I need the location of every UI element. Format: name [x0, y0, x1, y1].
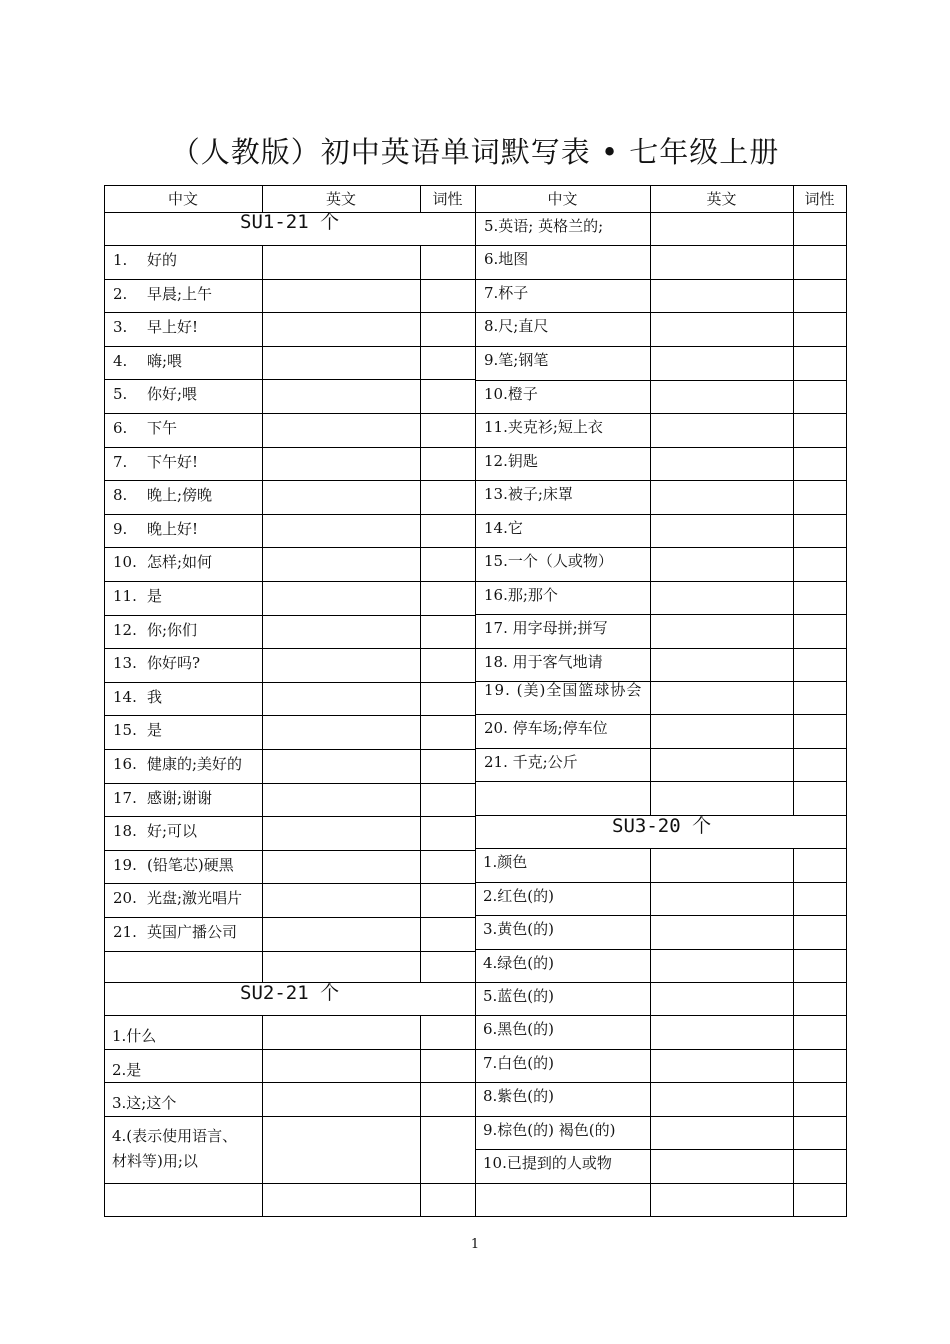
- word-row-chinese: 4.(表示使用语言、: [112, 1127, 238, 1145]
- table-rule: [262, 1015, 263, 1217]
- word-row-chinese: 11.夹克衫;短上衣: [484, 418, 603, 436]
- word-row-chinese: 18. 用于客气地请: [484, 653, 603, 671]
- table-rule: [475, 1183, 847, 1184]
- table-rule: [475, 714, 847, 715]
- item-number: 3.: [113, 318, 128, 336]
- table-rule: [650, 185, 651, 816]
- word-row-chinese: [113, 655, 200, 672]
- table-rule: [475, 245, 847, 246]
- table-rule: [793, 185, 794, 816]
- item-text: 感谢;谢谢: [147, 789, 213, 807]
- word-row-chinese: 6.地图: [484, 250, 529, 268]
- word-row-chinese: 15.一个（人或物）: [484, 552, 613, 570]
- item-text: 下午: [147, 419, 178, 437]
- word-row-chinese: 19. (美)全国篮球协会: [484, 681, 643, 699]
- word-row-chinese: 13.被子;床罩: [484, 485, 573, 503]
- item-number: 8.: [113, 486, 128, 504]
- section-label-su3: SU3-20 个: [612, 815, 712, 837]
- table-rule: [475, 848, 847, 849]
- column-header: 词性: [432, 190, 463, 208]
- table-rule: [420, 245, 421, 983]
- word-row-chinese: 2.红色(的): [483, 887, 555, 905]
- item-text: 健康的;美好的: [147, 755, 243, 773]
- item-text: 早上好!: [147, 318, 199, 336]
- table-rule: [475, 1082, 847, 1083]
- item-number: 12.: [113, 621, 137, 639]
- word-row-chinese: 21. 千克;公斤: [484, 753, 578, 771]
- item-number: 21.: [113, 923, 137, 941]
- item-text: 嗨;喂: [147, 352, 183, 370]
- item-number: 11.: [113, 587, 137, 605]
- word-row-chinese: [113, 386, 197, 403]
- table-rule: [475, 581, 847, 582]
- word-row-chinese: 5.英语; 英格兰的;: [484, 217, 604, 235]
- table-rule: [475, 915, 847, 916]
- table-rule: [475, 748, 847, 749]
- column-header: 中文: [167, 190, 198, 208]
- table-rule: [475, 185, 476, 1217]
- item-number: 9.: [113, 520, 128, 538]
- item-text: 我: [147, 688, 163, 706]
- item-text: 你;你们: [147, 621, 198, 639]
- column-header: 词性: [804, 190, 835, 208]
- table-rule: [475, 312, 847, 313]
- item-text: 早晨;上午: [147, 285, 213, 303]
- table-rule: [420, 949, 421, 983]
- word-row-chinese: [113, 319, 198, 336]
- table-rule: [475, 982, 847, 983]
- word-row-chinese: 16.那;那个: [484, 586, 558, 604]
- word-row-chinese: 5.蓝色(的): [483, 987, 555, 1005]
- word-row-chinese: 材料等)用;以: [112, 1152, 198, 1170]
- word-row-chinese: 12.钥匙: [484, 452, 538, 470]
- table-rule: [475, 1116, 847, 1117]
- word-row-chinese: [113, 286, 212, 303]
- table-rule: [846, 185, 847, 1217]
- item-number: 10.: [113, 553, 137, 571]
- word-row-chinese: [113, 890, 242, 907]
- column-header: 中文: [547, 190, 578, 208]
- item-number: 14.: [113, 688, 137, 706]
- page-number: 1: [470, 1237, 480, 1252]
- table-rule: [475, 514, 847, 515]
- table-rule: [420, 1015, 421, 1217]
- word-row-chinese: [113, 790, 212, 807]
- item-number: 15.: [113, 721, 137, 739]
- item-text: (铅笔芯)硬黑: [147, 856, 234, 874]
- item-number: 5.: [113, 385, 128, 403]
- table-rule: [475, 882, 847, 883]
- item-number: 4.: [113, 352, 128, 370]
- table-rule: [475, 346, 847, 347]
- item-number: 20.: [113, 889, 137, 907]
- word-row-chinese: [113, 554, 212, 571]
- item-number: 2.: [113, 285, 128, 303]
- word-row-chinese: [113, 454, 198, 471]
- item-number: 13.: [113, 654, 137, 672]
- word-row-chinese: 8.尺;直尺: [484, 317, 549, 335]
- word-row-chinese: 9.棕色(的) 褐色(的): [483, 1121, 616, 1139]
- word-row-chinese: 2.是: [112, 1061, 142, 1079]
- word-row-chinese: 1.什么: [112, 1027, 157, 1045]
- item-text: 英国广播公司: [147, 923, 238, 941]
- table-rule: [793, 848, 794, 1217]
- word-row-chinese: 3.黄色(的): [483, 920, 555, 938]
- item-text: 是: [147, 587, 163, 605]
- word-row-chinese: [113, 823, 197, 840]
- table-rule: [104, 185, 105, 1217]
- item-text: 晚上好!: [147, 520, 199, 538]
- word-row-chinese: [113, 622, 197, 639]
- table-rule: [475, 279, 847, 280]
- table-rule: [475, 447, 847, 448]
- table-rule: [475, 949, 847, 950]
- table-rule: [475, 1049, 847, 1050]
- table-rule: [650, 848, 651, 1217]
- word-row-chinese: [113, 756, 242, 773]
- word-row-chinese: 20. 停车场;停车位: [484, 719, 608, 737]
- item-number: 17.: [113, 789, 137, 807]
- word-row-chinese: 3.这;这个: [112, 1094, 177, 1112]
- word-row-chinese: [113, 722, 162, 739]
- word-row-chinese: 10.橙子: [484, 385, 538, 403]
- section-label-su1: SU1-21 个: [240, 211, 340, 233]
- table-rule: [475, 380, 847, 381]
- table-rule: [475, 480, 847, 481]
- table-rule: [475, 648, 847, 649]
- word-row-chinese: 4.绿色(的): [483, 954, 555, 972]
- item-number: 1.: [113, 251, 128, 269]
- item-number: 7.: [113, 453, 128, 471]
- word-row-chinese: 1.颜色: [483, 853, 528, 871]
- item-text: 好的: [147, 251, 178, 269]
- item-number: 16.: [113, 755, 137, 773]
- word-row-chinese: [113, 487, 212, 504]
- section-label-su2: SU2-21 个: [240, 982, 340, 1004]
- item-text: 光盘;激光唱片: [147, 889, 243, 907]
- word-row-chinese: [113, 521, 198, 538]
- word-row-chinese: [113, 252, 177, 269]
- word-row-chinese: [113, 857, 234, 874]
- table-rule: [475, 1015, 847, 1016]
- item-number: 18.: [113, 822, 137, 840]
- column-header: 英文: [706, 190, 737, 208]
- table-rule: [475, 1149, 847, 1150]
- item-text: 好;可以: [147, 822, 198, 840]
- table-rule: [475, 781, 847, 782]
- word-row-chinese: [113, 689, 162, 706]
- word-row-chinese: 14.它: [484, 519, 523, 537]
- item-text: 下午好!: [147, 453, 199, 471]
- word-row-chinese: 9.笔;钢笔: [484, 351, 549, 369]
- table-rule: [475, 614, 847, 615]
- word-row-chinese: 6.黑色(的): [483, 1020, 555, 1038]
- table-rule: [475, 413, 847, 414]
- item-number: 19.: [113, 856, 137, 874]
- item-text: 怎样;如何: [147, 553, 213, 571]
- word-row-chinese: 10.已提到的人或物: [483, 1154, 612, 1172]
- word-row-chinese: [113, 420, 177, 437]
- column-header: 英文: [325, 190, 356, 208]
- word-row-chinese: 8.紫色(的): [483, 1087, 555, 1105]
- item-text: 是: [147, 721, 163, 739]
- table-rule: [262, 245, 263, 983]
- word-row-chinese: [113, 924, 237, 941]
- page-title: （人教版）初中英语单词默写表 • 七年级上册: [170, 135, 780, 169]
- item-number: 6.: [113, 419, 128, 437]
- item-text: 晚上;傍晚: [147, 486, 213, 504]
- table-rule: [475, 547, 847, 548]
- word-row-chinese: 7.白色(的): [483, 1054, 555, 1072]
- word-row-chinese: [113, 588, 162, 605]
- item-text: 你好;喂: [147, 385, 198, 403]
- word-row-chinese: 7.杯子: [484, 284, 529, 302]
- word-row-chinese: [113, 353, 182, 370]
- item-text: 你好吗?: [147, 654, 201, 672]
- word-row-chinese: 17. 用字母拼;拼写: [484, 619, 608, 637]
